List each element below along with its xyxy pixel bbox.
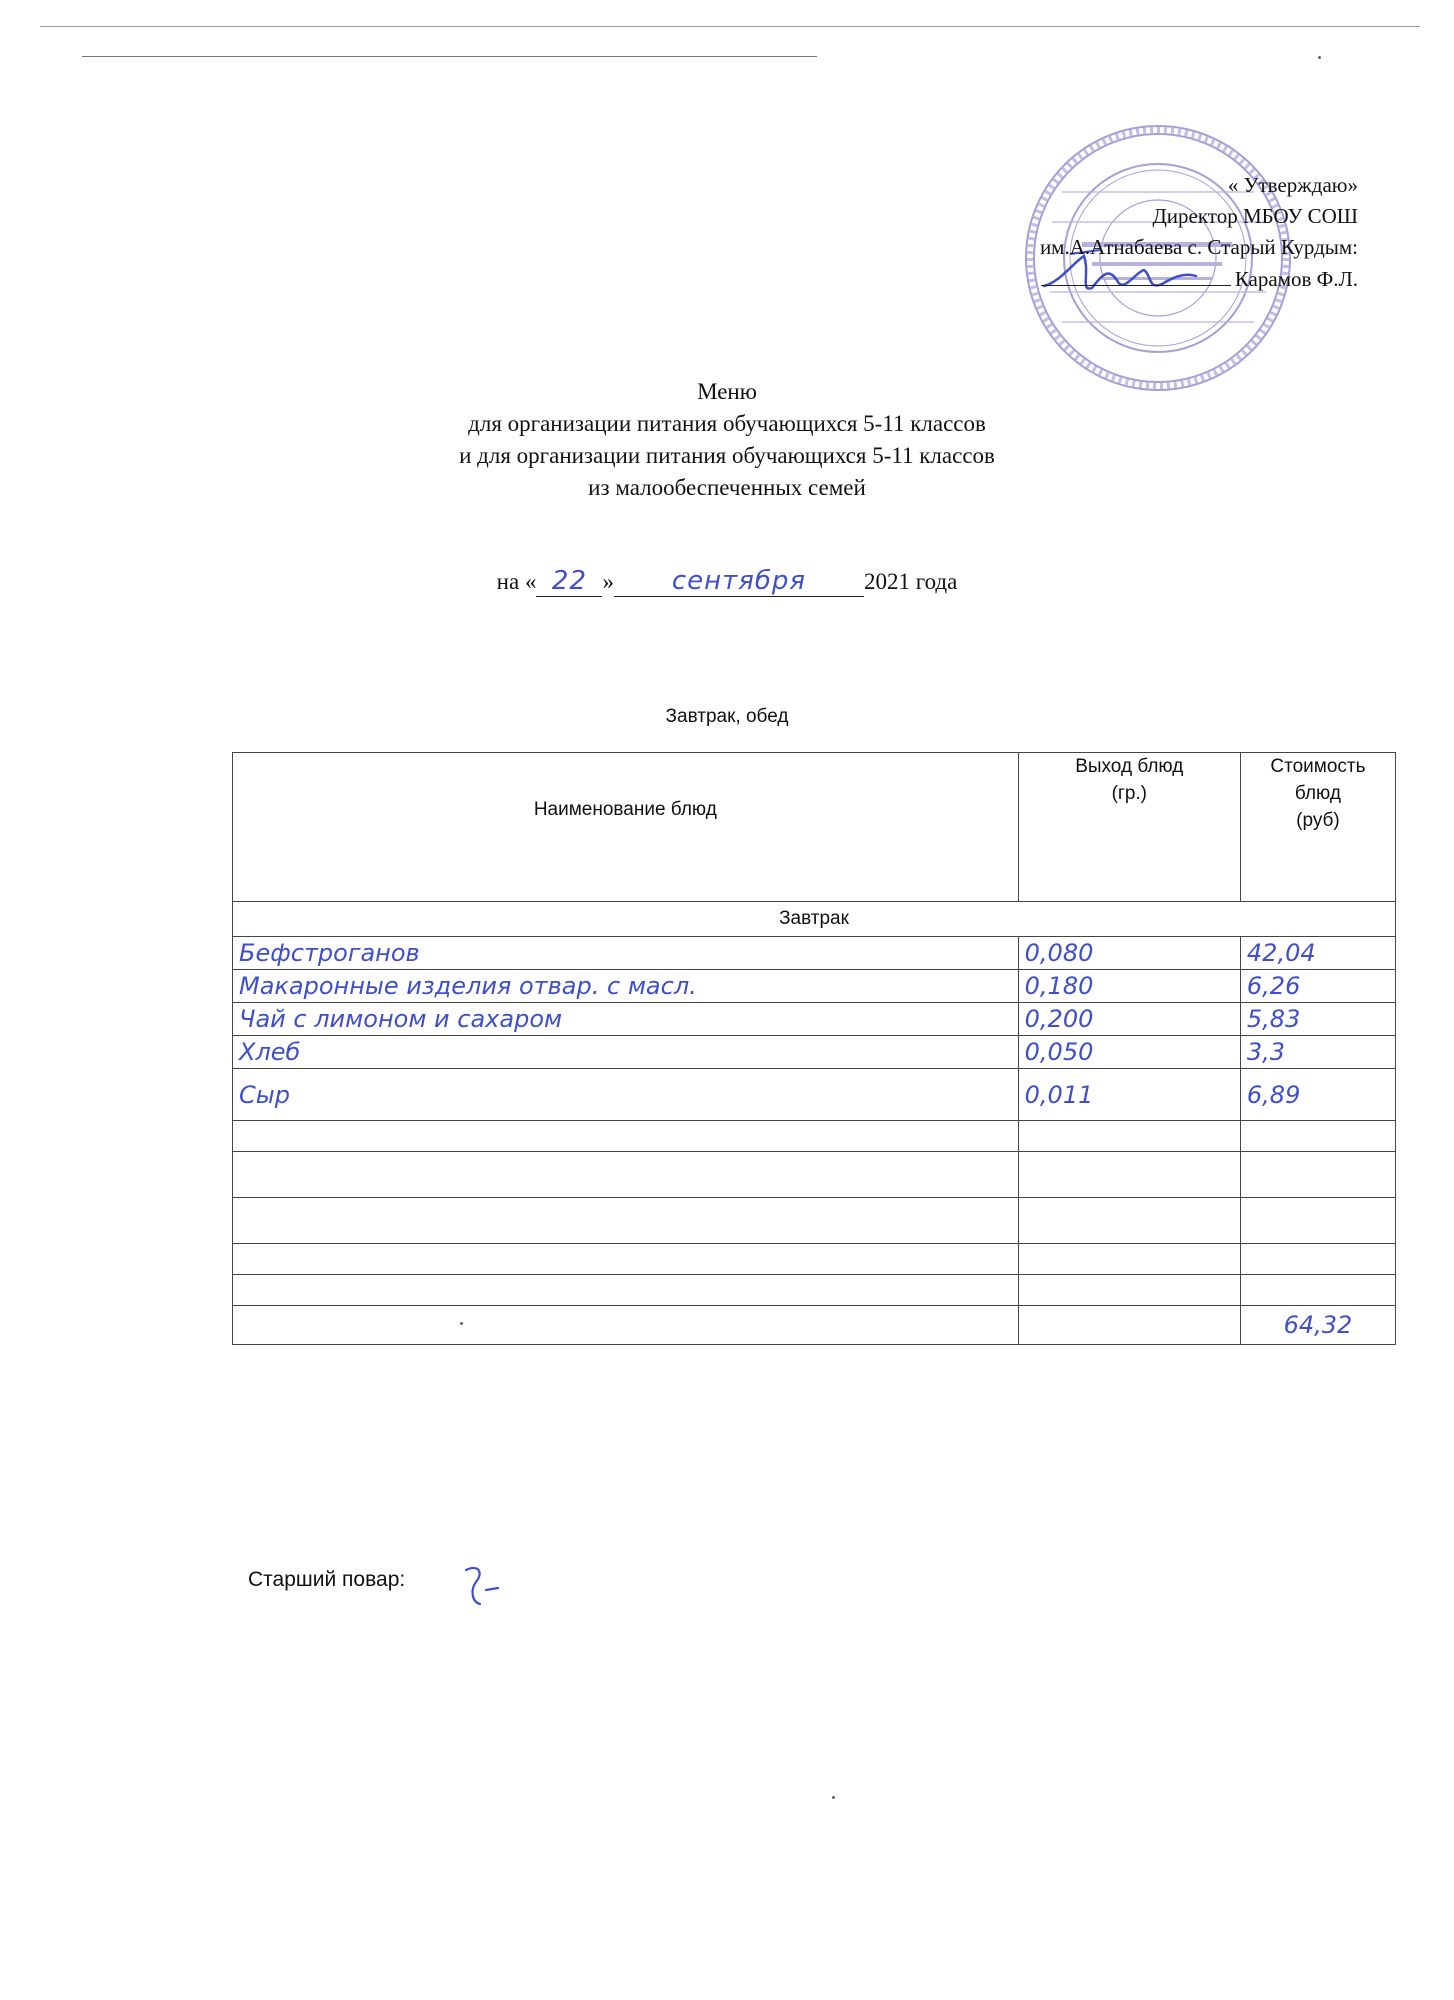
date-suffix: 2021 года xyxy=(863,569,958,594)
dish-cost: 6,89 xyxy=(1240,1069,1395,1121)
date-line xyxy=(0,566,1454,597)
menu-table xyxy=(232,752,1396,1345)
dish-name: Макаронные изделия отвар. с масл. xyxy=(233,970,1019,1003)
approval-heading: « Утверждаю» xyxy=(1227,173,1358,197)
table-header-row xyxy=(233,753,1396,902)
dish-cost: 5,83 xyxy=(1240,1003,1395,1036)
approval-school: им.А.Атнабаева с. Старый Курдым: xyxy=(1039,235,1358,259)
dish-cost: 3,3 xyxy=(1240,1036,1395,1069)
table-row xyxy=(233,937,1396,970)
title-line-2: для организации питания обучающихся 5-11 классов xyxy=(468,411,986,436)
empty-table-row xyxy=(233,1275,1396,1306)
dish-name: Хлеб xyxy=(233,1036,1019,1069)
scan-line-top xyxy=(40,26,1420,27)
approval-director-name: Карамов Ф.Л. xyxy=(1234,267,1358,291)
dish-cost: 42,04 xyxy=(1240,937,1395,970)
title-line-1: Меню xyxy=(697,379,757,404)
header-cost: Стоимость блюд (руб) xyxy=(1240,753,1395,902)
table-row xyxy=(233,1003,1396,1036)
dish-yield: 0,180 xyxy=(1018,970,1240,1003)
date-day: 22 xyxy=(536,566,602,597)
empty-table-row xyxy=(233,1152,1396,1198)
table-section-row xyxy=(233,902,1396,937)
title-line-3: и для организации питания обучающихся 5-11 классов xyxy=(459,443,995,468)
table-row xyxy=(233,970,1396,1003)
table-row xyxy=(233,1036,1396,1069)
dish-yield: 0,011 xyxy=(1018,1069,1240,1121)
total-row xyxy=(233,1306,1396,1345)
header-dish-name: Наименование блюд xyxy=(233,753,1019,902)
date-prefix: на « xyxy=(496,569,537,594)
empty-table-row xyxy=(233,1121,1396,1152)
dish-yield: 0,080 xyxy=(1018,937,1240,970)
dish-name: Чай с лимоном и сахаром xyxy=(233,1003,1019,1036)
empty-table-row xyxy=(233,1244,1396,1275)
scan-dot xyxy=(832,1796,835,1799)
breakfast-section: Завтрак xyxy=(233,902,1396,937)
cook-signature xyxy=(458,1560,518,1610)
total-empty-name xyxy=(233,1306,1019,1345)
meal-section-label: Завтрак, обед xyxy=(665,706,789,727)
dish-name: Сыр xyxy=(233,1069,1019,1121)
title-line-4: из малообеспеченных семей xyxy=(588,475,866,500)
scan-dot xyxy=(1318,56,1321,59)
approval-block xyxy=(798,170,1358,295)
header-yield: Выход блюд (гр.) xyxy=(1018,753,1240,902)
scan-line-second xyxy=(82,56,817,57)
approval-position: Директор МБОУ СОШ xyxy=(1152,204,1358,228)
dish-yield: 0,200 xyxy=(1018,1003,1240,1036)
date-month: сентября xyxy=(614,566,864,597)
date-middle: » xyxy=(602,569,614,594)
signature-blank xyxy=(1041,263,1231,286)
senior-cook-label: Старший повар: xyxy=(248,1568,406,1591)
total-cost: 64,32 xyxy=(1240,1306,1395,1345)
empty-table-row xyxy=(233,1198,1396,1244)
total-empty-yield xyxy=(1018,1306,1240,1345)
dish-name: Бефстроганов xyxy=(233,937,1019,970)
approval-signature-line xyxy=(798,263,1358,295)
table-row xyxy=(233,1069,1396,1121)
dish-yield: 0,050 xyxy=(1018,1036,1240,1069)
document-title xyxy=(0,376,1454,504)
dish-cost: 6,26 xyxy=(1240,970,1395,1003)
